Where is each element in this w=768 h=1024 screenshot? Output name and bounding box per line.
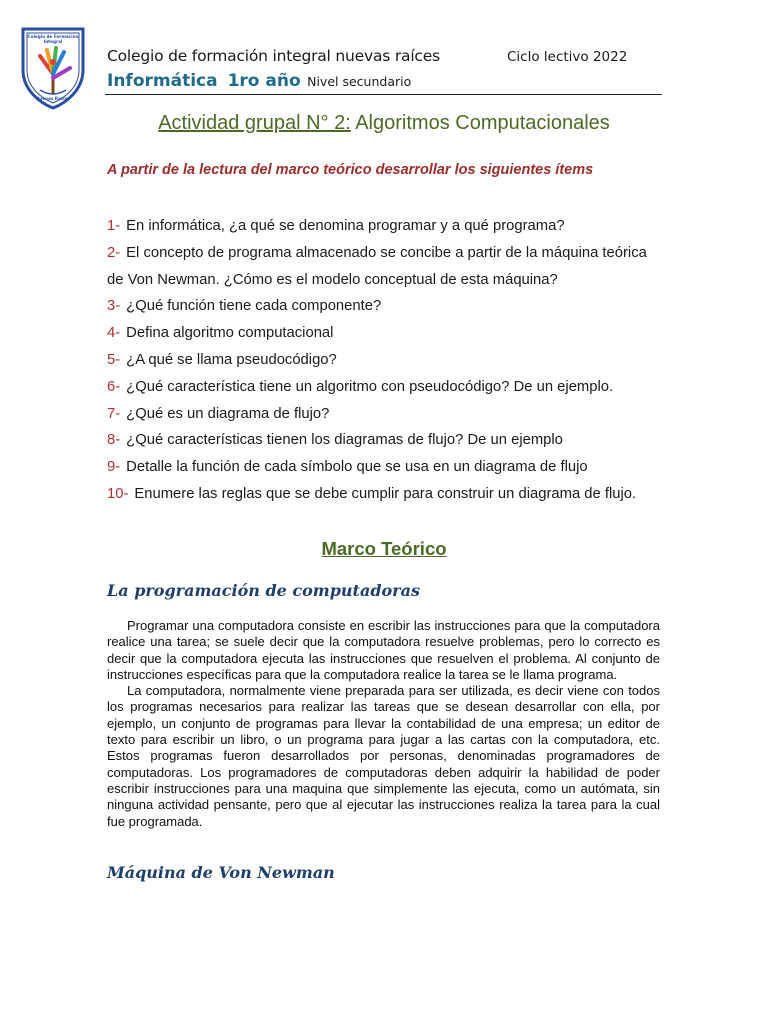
activity-title [0, 112, 768, 135]
question-text: En informática, ¿a qué se denomina programar y a qué programa? [126, 218, 565, 234]
question-item [107, 427, 667, 454]
school-logo-shield [20, 26, 86, 110]
question-number: 1- [107, 218, 121, 234]
activity-instructions: A partir de la lectura del marco teórico desarrollar los siguientes ítems [107, 162, 594, 178]
question-text: ¿Qué es un diagrama de flujo? [126, 405, 330, 422]
question-text: ¿A qué se llama pseudocódigo? [126, 351, 337, 368]
question-number: 6- [107, 378, 121, 395]
question-item [107, 374, 667, 401]
question-item [107, 213, 667, 240]
question-item [107, 293, 667, 320]
question-text: Detalle la función de cada símbolo que se usa en un diagrama de flujo [126, 459, 588, 476]
section-heading-programacion: La programación de computadoras [107, 581, 420, 600]
question-number: 7- [107, 405, 121, 422]
svg-text:Integral: Integral [43, 39, 63, 44]
school-cycle: Ciclo lectivo 2022 [507, 49, 628, 65]
activity-title-suffix: Algoritmos Computacionales [350, 112, 610, 134]
question-number: 10- [107, 485, 129, 502]
question-text: ¿Qué característica tiene un algoritmo con pseudocódigo? De un ejemplo. [126, 378, 614, 395]
question-number: 8- [107, 432, 121, 449]
question-text: El concepto de programa almacenado se concibe a partir de la máquina teórica [126, 244, 647, 261]
section-heading-von-newman: Máquina de Von Newman [107, 863, 335, 882]
question-number: 2- [107, 244, 121, 261]
school-name: Colegio de formación integral nuevas raíces [107, 47, 440, 65]
question-item [107, 240, 667, 267]
subject-line [107, 71, 411, 91]
marco-teorico-heading: Marco Teórico [321, 538, 447, 559]
paragraph: Programar una computadora consiste en escribir las instrucciones para que la computadora realice una tarea; se suele decir que la computadora resuelve problemas, pero lo correcto es decir que la computadora ejecuta las instrucciones que resuelven el problema. Al conjunto de instrucciones específicas para que la computadora realice la tarea se le llama programa. [107, 618, 660, 682]
question-text: de Von Newman. ¿Cómo es el modelo conceptual de esta máquina? [107, 271, 558, 288]
marco-body-text [107, 618, 660, 830]
question-item-continuation [107, 267, 667, 294]
question-number: 9- [107, 459, 121, 476]
activity-title-prefix: Actividad grupal N° 2: [158, 112, 351, 134]
question-item [107, 481, 667, 508]
question-text: Enumere las reglas que se debe cumplir para construir un diagrama de flujo. [134, 485, 637, 502]
svg-text:Colegio de Formación: Colegio de Formación [27, 34, 79, 39]
question-text: Defina algoritmo computacional [126, 325, 334, 342]
school-year: 1ro año [227, 71, 301, 91]
svg-text:Nuevas Raíces: Nuevas Raíces [35, 96, 71, 101]
question-item [107, 347, 667, 374]
header-divider [105, 94, 662, 95]
question-item [107, 454, 667, 481]
document-header [0, 0, 768, 100]
question-text: ¿Qué características tienen los diagramas de flujo? De un ejemplo [126, 432, 563, 449]
paragraph: La computadora, normalmente viene preparada para ser utilizada, es decir viene con todos los programas necesarios para realizar las tareas que se desean desarrollar con ella, por ejemplo, un conjunto de programas para llevar la contabilidad de una empresa; un editor de texto para escribir un libro, o un programa para jugar a las cartas con la computadora, etc. Estos programas fueron desarrollados por personas, denominadas programadores de computadoras. Los programadores de computadoras deben adquirir la habilidad de poder escribir instrucciones para una maquina que simplemente las ejecuta, como un autómata, sin ninguna actividad pensante, pero que al ejecutar las instrucciones realiza la tarea para la cual fue programada. [107, 683, 660, 829]
question-list [107, 213, 667, 508]
school-level: Nivel secundario [307, 74, 412, 89]
question-number: 4- [107, 325, 121, 342]
question-item [107, 401, 667, 428]
question-text: ¿Qué función tiene cada componente? [126, 298, 382, 315]
subject-name: Informática [107, 71, 218, 91]
question-number: 5- [107, 351, 121, 368]
question-item [107, 320, 667, 347]
question-number: 3- [107, 298, 121, 315]
